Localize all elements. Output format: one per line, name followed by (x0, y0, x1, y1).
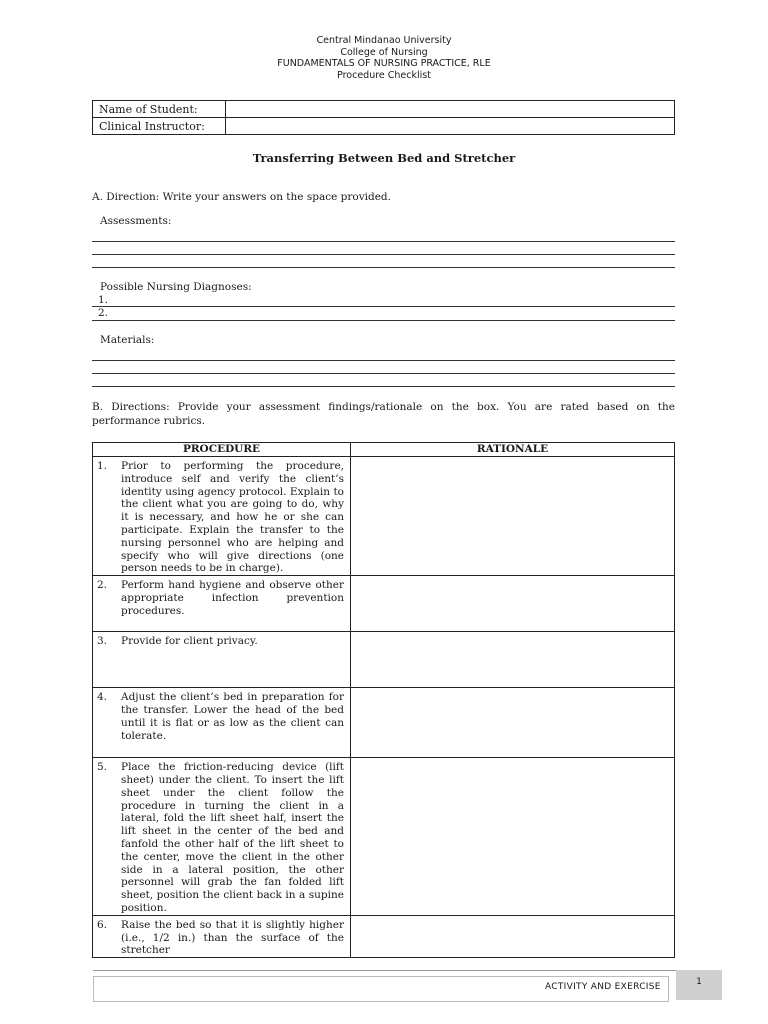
college-name: College of Nursing (340, 46, 428, 58)
table-row (93, 632, 675, 688)
rationale-cell[interactable] (351, 457, 675, 576)
footer-divider (93, 970, 721, 971)
diagnosis-answer-line-2[interactable] (92, 320, 675, 321)
clinical-instructor-label: Clinical Instructor: (93, 118, 226, 135)
diagnoses-label: Possible Nursing Diagnoses: (100, 281, 252, 293)
procedure-checklist-table (92, 442, 675, 958)
assessment-answer-line[interactable] (92, 241, 675, 242)
rationale-cell[interactable] (351, 915, 675, 957)
direction-a: A. Direction: Write your answers on the space provided. (92, 191, 391, 203)
rationale-cell[interactable] (351, 632, 675, 688)
procedure-title: Transferring Between Bed and Stretcher (252, 151, 516, 165)
step-number: 6. (97, 918, 108, 931)
student-name-label: Name of Student: (93, 101, 226, 118)
step-text: Adjust the client’s bed in preparation for the transfer. Lower the head of the bed until it is flat or as low as the client can tolerate. (121, 691, 344, 742)
step-text: Place the friction-reducing device (lift sheet) under the client. To insert the lift sheet under the client follow the procedure in turning the client in a lateral, fold the lift sheet half, insert the lift sheet in the center of the bed and fanfold the other half of the lift sheet to the center, move the client in the other side in a lateral position, the other personnel will grab the fan folded lift sheet, position the client back in a supine position. (121, 761, 344, 914)
diagnosis-number-2: 2. (98, 307, 109, 319)
step-number: 3. (97, 635, 108, 648)
step-number: 5. (97, 761, 108, 774)
page-number: 1 (676, 970, 722, 1000)
procedure-column-header: PROCEDURE (93, 443, 351, 457)
materials-answer-line[interactable] (92, 373, 675, 374)
step-text: Perform hand hygiene and observe other appropriate infection prevention procedures. (121, 579, 344, 617)
direction-b: B. Directions: Provide your assessment findings/rationale on the box. You are rated based on the performance rubrics. (92, 401, 675, 427)
step-number: 2. (97, 579, 108, 592)
rationale-cell[interactable] (351, 576, 675, 632)
rationale-cell[interactable] (351, 758, 675, 916)
table-row (93, 457, 675, 576)
step-number: 1. (97, 460, 108, 472)
clinical-instructor-field[interactable] (226, 118, 675, 135)
footer-label: ACTIVITY AND EXERCISE (545, 982, 661, 992)
materials-answer-line[interactable] (92, 360, 675, 361)
step-text: Provide for client privacy. (121, 635, 258, 648)
course-name: FUNDAMENTALS OF NURSING PRACTICE, RLE (277, 58, 491, 69)
assessments-label: Assessments: (100, 215, 172, 227)
university-name: Central Mindanao University (316, 35, 452, 46)
table-row (93, 688, 675, 758)
table-row (93, 758, 675, 916)
diagnosis-number-1: 1. (98, 294, 109, 306)
assessment-answer-line[interactable] (92, 254, 675, 255)
student-info-table (92, 100, 675, 135)
rationale-column-header: RATIONALE (351, 443, 675, 457)
assessment-answer-line[interactable] (92, 267, 675, 268)
table-row (93, 915, 675, 957)
materials-answer-line[interactable] (92, 386, 675, 387)
materials-label: Materials: (100, 334, 155, 346)
table-row (93, 576, 675, 632)
step-text: Prior to performing the procedure, introduce self and verify the client’s identity using agency protocol. Explain to the client what you are going to do, why it is necessary, and how he or she can participate. Explain the transfer to the nursing personnel who are helping and specify who will give directions (one person needs to be in charge). (121, 460, 344, 575)
student-name-field[interactable] (226, 101, 675, 118)
step-number: 4. (97, 691, 108, 704)
rationale-cell[interactable] (351, 688, 675, 758)
step-text: Raise the bed so that it is slightly higher (i.e., 1/2 in.) than the surface of the stretcher (121, 918, 344, 957)
document-type: Procedure Checklist (337, 69, 431, 81)
document-header (0, 35, 768, 81)
diagnosis-answer-line-1[interactable] (92, 306, 675, 307)
